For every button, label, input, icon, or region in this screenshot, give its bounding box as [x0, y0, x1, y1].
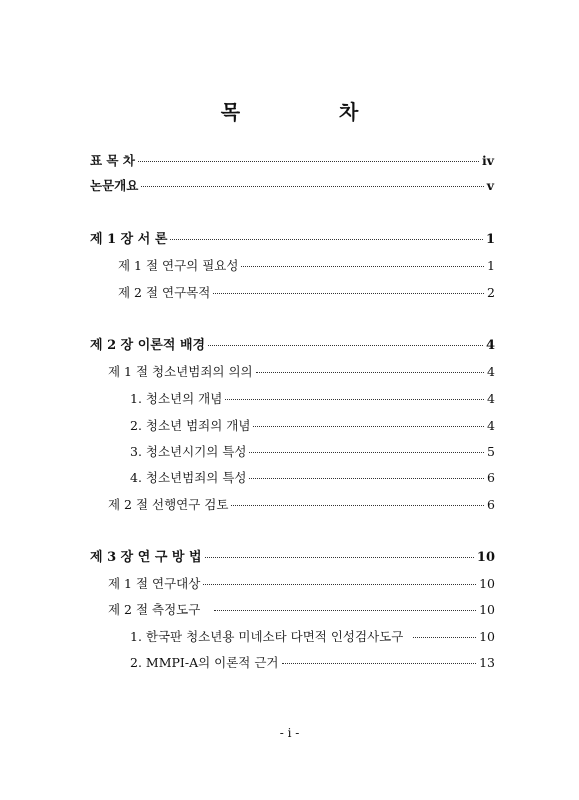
toc-entry-label: 1. 청소년의 개념	[130, 391, 223, 406]
toc-entry-subsection-2-1-1[interactable]	[130, 391, 495, 407]
toc-leader-dots	[241, 266, 484, 267]
toc-entry-subsection-2-1-3[interactable]	[130, 444, 495, 460]
toc-entry-list-of-tables[interactable]	[90, 153, 494, 169]
toc-entry-section-1-1[interactable]	[118, 258, 495, 274]
toc-entry-label: 표 목 차	[90, 153, 135, 168]
toc-entry-page: 10	[479, 576, 495, 591]
toc-entry-page: 4	[487, 391, 495, 406]
toc-leader-dots	[225, 399, 484, 400]
toc-entry-page: 1	[485, 232, 495, 247]
toc-entry-label: 제 1 장 서 론	[90, 232, 168, 247]
page-title: 목 차	[220, 100, 405, 124]
toc-leader-dots	[249, 452, 484, 453]
toc-leader-dots	[208, 345, 483, 346]
page-number-footer: - i -	[279, 726, 300, 740]
toc-entry-label: 제 1 절 연구대상	[108, 576, 201, 591]
toc-entry-abstract[interactable]	[90, 178, 494, 194]
toc-entry-page: 6	[487, 470, 495, 485]
toc-entry-label: 제 1 절 청소년범죄의 의의	[108, 364, 253, 379]
toc-entry-page: 10	[479, 629, 495, 644]
toc-entry-subsection-3-2-1[interactable]	[130, 629, 495, 645]
toc-entry-label: 제 2 절 측정도구	[108, 602, 201, 617]
toc-entry-section-1-2[interactable]	[118, 285, 495, 301]
toc-entry-section-3-2[interactable]	[108, 602, 495, 618]
toc-entry-chapter-3[interactable]	[90, 550, 495, 566]
toc-leader-dots	[170, 239, 483, 240]
toc-leader-dots	[413, 637, 476, 638]
toc-entry-page: 10	[476, 550, 495, 565]
toc-entry-label: 제 2 장 이론적 배경	[90, 338, 206, 353]
toc-leader-dots	[231, 505, 484, 506]
toc-entry-subsection-2-1-2[interactable]	[130, 418, 495, 434]
toc-entry-label: 2. 청소년 범죄의 개념	[130, 418, 251, 433]
toc-entry-page: v	[486, 178, 494, 193]
toc-entry-subsection-3-2-2[interactable]	[130, 655, 495, 671]
toc-entry-subsection-2-1-4[interactable]	[130, 470, 495, 486]
toc-leader-dots	[253, 426, 484, 427]
toc-entry-page: 4	[487, 364, 495, 379]
toc-entry-label: 제 1 절 연구의 필요성	[118, 258, 239, 273]
toc-entry-label: 제 2 절 선행연구 검토	[108, 497, 229, 512]
toc-entry-page: 1	[487, 258, 495, 273]
toc-leader-dots	[138, 161, 479, 162]
toc-entry-label: 1. 한국판 청소년용 미네소타 다면적 인성검사도구	[130, 629, 404, 644]
toc-leader-dots	[249, 478, 484, 479]
toc-leader-dots	[282, 663, 477, 664]
toc-entry-page: 6	[487, 497, 495, 512]
toc-leader-dots	[256, 372, 484, 373]
toc-entry-section-3-1[interactable]	[108, 576, 495, 592]
toc-entry-label: 2. MMPI-A의 이론적 근거	[130, 655, 279, 670]
toc-entry-page: 2	[487, 285, 495, 300]
toc-entry-section-2-1[interactable]	[108, 364, 495, 380]
toc-entry-label: 논문개요	[90, 178, 139, 193]
toc-entry-page: 4	[487, 418, 495, 433]
toc-entry-label: 제 3 장 연 구 방 법	[90, 550, 202, 565]
toc-leader-dots	[214, 610, 476, 611]
toc-entry-page: 13	[479, 655, 495, 670]
toc-leader-dots	[205, 557, 474, 558]
toc-entry-label: 3. 청소년시기의 특성	[130, 444, 247, 459]
toc-entry-page: 4	[485, 338, 495, 353]
toc-entry-section-2-2[interactable]	[108, 497, 495, 513]
toc-entry-label: 제 2 절 연구목적	[118, 285, 211, 300]
toc-leader-dots	[213, 293, 484, 294]
toc-entry-chapter-1[interactable]	[90, 232, 495, 248]
toc-leader-dots	[203, 584, 476, 585]
toc-entry-chapter-2[interactable]	[90, 338, 495, 354]
toc-entry-page: iv	[481, 153, 494, 168]
toc-entry-label: 4. 청소년범죄의 특성	[130, 470, 247, 485]
toc-entry-page: 10	[479, 602, 495, 617]
toc-entry-page: 5	[487, 444, 495, 459]
toc-leader-dots	[141, 186, 483, 187]
